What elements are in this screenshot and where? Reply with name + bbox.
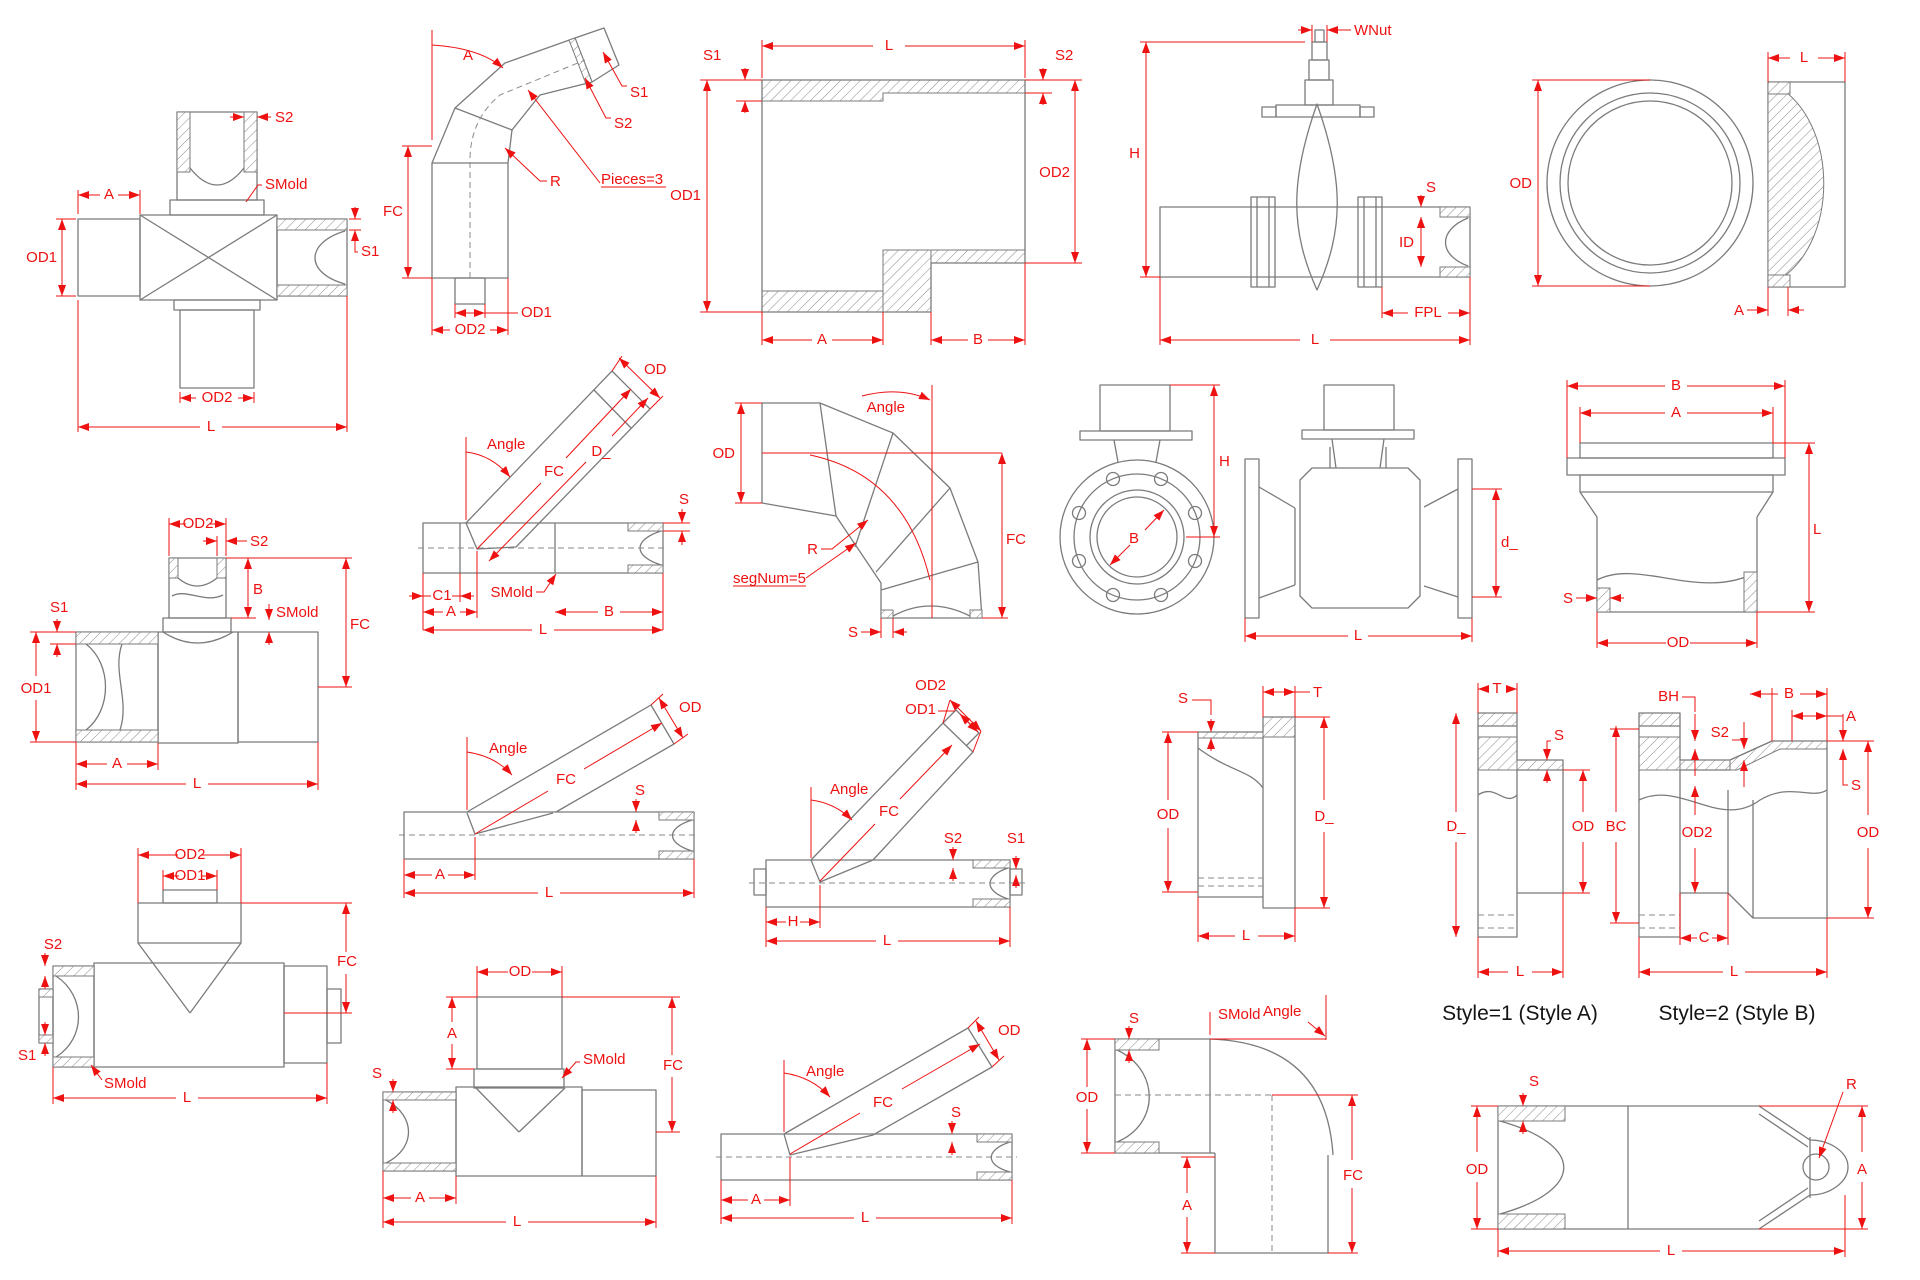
label-lateral-plain-l: L xyxy=(860,1209,870,1226)
wye-geometry xyxy=(418,371,668,573)
label-end-cap-lug-od: OD xyxy=(1465,1161,1489,1178)
label-elbow-90-fc: FC xyxy=(1343,1167,1363,1184)
cross-geometry xyxy=(78,112,347,388)
label-reducing-tee-fc: FC xyxy=(350,616,370,633)
label-elbow-90-a: A xyxy=(1181,1197,1193,1214)
label-elbow-spigot-fc: FC xyxy=(383,203,403,220)
label-tee-socket-fc: FC xyxy=(663,1057,683,1074)
label-cap-od: OD xyxy=(1509,175,1532,192)
label-tee-spigot-smold: SMold xyxy=(104,1075,147,1092)
label-cross-a: A xyxy=(103,186,115,203)
label-reducer-od1: OD1 xyxy=(670,187,701,204)
label-flange-style-b-a: A xyxy=(1846,708,1857,725)
figure-segmented-elbow xyxy=(713,385,1027,641)
lateral-plain-geometry xyxy=(716,1028,1017,1180)
label-elbow-spigot-pieces: Pieces=3 xyxy=(601,171,664,188)
label-reducer-s2: S2 xyxy=(1055,47,1074,64)
flange-style-a-geometry xyxy=(1478,713,1563,937)
label-tee-spigot-s2: S2 xyxy=(43,936,63,953)
label-flange-style-b-od2: OD2 xyxy=(1681,824,1713,841)
label-flange-style-b-c: C xyxy=(1698,929,1710,946)
figure-tee-socket xyxy=(372,963,683,1230)
label-lateral-plain-angle: Angle xyxy=(806,1063,845,1080)
label-reducing-tee-smold: SMold xyxy=(276,604,319,621)
figure-flange-style-a xyxy=(1442,680,1598,1025)
label-reducer-a: A xyxy=(816,331,828,348)
label-wye-d: D_ xyxy=(591,443,611,460)
label-cross-s2: S2 xyxy=(275,109,294,126)
label-flange-style-a-od: OD xyxy=(1571,818,1595,835)
label-lateral-plain-s: S xyxy=(950,1104,962,1121)
figure-wye xyxy=(409,356,690,638)
label-end-cap-lug-l: L xyxy=(1666,1242,1676,1259)
figure-flanged-valve xyxy=(1060,385,1518,644)
label-end-cap-lug-a: A xyxy=(1856,1161,1868,1178)
flange-style-b-caption: Style=2 (Style B) xyxy=(1658,1002,1816,1025)
label-reducing-tee-od1: OD1 xyxy=(20,680,52,697)
label-flange-style-b-bh: BH xyxy=(1658,688,1679,705)
label-spigot-adapter-od: OD xyxy=(1666,634,1690,651)
label-flange-style-b-b: B xyxy=(1783,685,1795,702)
flange-style-a-dimensions xyxy=(1442,680,1598,1025)
figure-stub-end xyxy=(1157,684,1334,944)
tee-spigot-geometry xyxy=(39,890,341,1067)
stub-end-dimensions xyxy=(1157,684,1334,944)
figure-elbow-90 xyxy=(1076,995,1363,1253)
label-lateral-socket-angle: Angle xyxy=(489,740,528,757)
label-cross-od2: OD2 xyxy=(201,389,233,406)
cross-dimensions xyxy=(26,109,379,435)
wye-dimensions xyxy=(409,356,690,638)
label-lateral-plain-od: OD xyxy=(998,1022,1021,1039)
label-stub-end-s: S xyxy=(1178,690,1189,707)
flanged-valve-dimensions xyxy=(1110,385,1518,644)
figure-end-cap-lug xyxy=(1466,1073,1868,1259)
label-tee-socket-a-branch: A xyxy=(446,1025,458,1042)
label-lateral-socket-a: A xyxy=(434,866,446,883)
label-reducing-tee-a: A xyxy=(111,755,123,772)
label-lateral-socket-s: S xyxy=(634,782,646,799)
label-wye-c1: C1 xyxy=(432,587,452,604)
label-tee-spigot-l: L xyxy=(182,1089,192,1106)
label-stub-end-od: OD xyxy=(1156,806,1180,823)
label-lateral-spigot-s2: S2 xyxy=(943,830,963,847)
elbow-90-dimensions xyxy=(1076,995,1363,1253)
label-elbow-90-smold: SMold xyxy=(1218,1006,1261,1023)
label-tee-spigot-od2: OD2 xyxy=(174,846,206,863)
label-lateral-plain-fc: FC xyxy=(873,1094,893,1111)
label-lateral-spigot-od1: OD1 xyxy=(905,701,936,718)
figure-tee-spigot xyxy=(18,846,357,1106)
label-segmented-elbow-s: S xyxy=(847,624,858,641)
label-elbow-90-angle: Angle xyxy=(1263,1003,1302,1020)
tee-socket-geometry xyxy=(383,997,656,1176)
flange-style-b-dimensions xyxy=(1606,685,1880,1025)
figure-lateral-spigot xyxy=(749,677,1027,949)
flanged-valve-geometry xyxy=(1060,385,1472,618)
label-flange-style-b-bc: BC xyxy=(1605,818,1627,835)
figure-flange-style-b xyxy=(1606,685,1880,1025)
figure-lateral-plain xyxy=(716,1017,1021,1226)
label-wye-fc: FC xyxy=(544,463,564,480)
label-lateral-socket-l: L xyxy=(544,884,554,901)
label-gate-valve-wnut: WNut xyxy=(1354,22,1392,39)
label-gate-valve-id: ID xyxy=(1399,234,1414,251)
label-tee-socket-s: S xyxy=(372,1065,383,1082)
figure-cross xyxy=(26,109,379,435)
label-stub-end-l: L xyxy=(1241,927,1251,944)
label-reducer-od2: OD2 xyxy=(1039,164,1070,181)
cap-geometry xyxy=(1547,80,1845,287)
label-spigot-adapter-b: B xyxy=(1670,377,1682,394)
label-lateral-spigot-l: L xyxy=(882,932,892,949)
label-tee-socket-l: L xyxy=(512,1213,522,1230)
label-flange-style-b-od: OD xyxy=(1856,824,1880,841)
label-flange-style-a-l: L xyxy=(1515,963,1525,980)
label-cap-a: A xyxy=(1733,302,1744,319)
label-gate-valve-h: H xyxy=(1129,145,1140,162)
label-reducing-tee-b: B xyxy=(253,581,264,598)
lateral-spigot-dimensions xyxy=(766,677,1025,949)
label-tee-socket-a-run: A xyxy=(414,1189,426,1206)
label-flange-style-b-l: L xyxy=(1729,963,1739,980)
flange-style-a-caption: Style=1 (Style A) xyxy=(1442,1002,1598,1025)
label-gate-valve-l: L xyxy=(1310,331,1320,348)
spigot-adapter-geometry xyxy=(1567,443,1785,612)
label-elbow-spigot-od1: OD1 xyxy=(521,304,552,321)
label-segmented-elbow-angle: Angle xyxy=(866,399,905,416)
figure-lateral-socket xyxy=(399,694,702,901)
label-stub-end-d: D_ xyxy=(1314,808,1334,825)
end-cap-lug-dimensions xyxy=(1466,1073,1868,1259)
label-elbow-spigot-od2: OD2 xyxy=(454,321,486,338)
flange-style-b-geometry xyxy=(1639,713,1827,937)
figure-gate-valve xyxy=(1129,22,1470,348)
label-lateral-socket-fc: FC xyxy=(556,771,576,788)
label-reducing-tee-l: L xyxy=(192,775,202,792)
elbow-spigot-geometry xyxy=(432,28,619,304)
label-cross-smold: SMold xyxy=(265,176,308,193)
figure-reducer xyxy=(670,37,1082,348)
label-lateral-spigot-angle: Angle xyxy=(830,781,869,798)
label-wye-od: OD xyxy=(644,361,667,378)
figure-cap xyxy=(1510,49,1846,319)
reducer-geometry xyxy=(762,80,1025,312)
label-tee-socket-od: OD xyxy=(508,963,532,980)
label-lateral-spigot-h: H xyxy=(787,913,799,930)
label-wye-a: A xyxy=(445,603,457,620)
label-wye-l: L xyxy=(538,621,548,638)
label-elbow-90-s: S xyxy=(1128,1010,1140,1027)
label-flange-style-b-s: S xyxy=(1851,777,1862,794)
figure-spigot-adapter xyxy=(1563,377,1821,651)
label-wye-b: B xyxy=(603,603,615,620)
lateral-plain-dimensions xyxy=(721,1017,1021,1226)
label-cross-od1: OD1 xyxy=(26,249,57,266)
label-spigot-adapter-l: L xyxy=(1813,521,1822,538)
label-flanged-valve-b: B xyxy=(1128,530,1140,547)
label-segmented-elbow-segnum: segNum=5 xyxy=(733,570,806,587)
label-gate-valve-s: S xyxy=(1426,179,1437,196)
figure-reducing-tee xyxy=(21,515,371,792)
label-end-cap-lug-s: S xyxy=(1528,1073,1540,1090)
label-reducer-b: B xyxy=(972,331,984,348)
label-gate-valve-fpl: FPL xyxy=(1414,304,1442,321)
label-cross-s1: S1 xyxy=(361,243,380,260)
label-end-cap-lug-r: R xyxy=(1846,1076,1857,1093)
stub-end-geometry xyxy=(1198,717,1295,908)
end-cap-lug-geometry xyxy=(1498,1106,1848,1229)
label-segmented-elbow-fc: FC xyxy=(1006,531,1026,548)
label-wye-angle: Angle xyxy=(487,436,526,453)
lateral-socket-dimensions xyxy=(404,694,702,901)
label-segmented-elbow-od: OD xyxy=(712,445,735,462)
label-elbow-spigot-r: R xyxy=(550,173,561,190)
label-reducer-s1: S1 xyxy=(703,47,722,64)
label-wye-smold: SMold xyxy=(490,584,533,601)
label-cross-l: L xyxy=(206,418,216,435)
label-elbow-spigot-a: A xyxy=(463,47,474,64)
label-lateral-socket-od: OD xyxy=(679,699,702,716)
figure-elbow-spigot xyxy=(383,28,666,338)
label-flange-style-a-s: S xyxy=(1554,727,1565,744)
gate-valve-dimensions xyxy=(1129,22,1470,348)
label-flange-style-b-s2: S2 xyxy=(1710,724,1729,741)
elbow-90-geometry xyxy=(1115,1039,1333,1253)
label-flange-style-a-d: D_ xyxy=(1446,818,1466,835)
elbow-spigot-dimensions xyxy=(383,30,666,338)
label-lateral-spigot-od2: OD2 xyxy=(915,677,946,694)
gate-valve-geometry xyxy=(1160,30,1470,290)
label-elbow-spigot-s2: S2 xyxy=(614,115,633,132)
label-wye-s: S xyxy=(679,491,690,508)
label-tee-spigot-od1: OD1 xyxy=(174,867,206,884)
label-tee-spigot-fc: FC xyxy=(337,953,357,970)
label-reducing-tee-s2: S2 xyxy=(250,533,269,550)
label-spigot-adapter-s: S xyxy=(1562,590,1573,607)
label-tee-spigot-s1: S1 xyxy=(18,1047,37,1064)
label-lateral-spigot-s1: S1 xyxy=(1006,830,1026,847)
label-flange-style-a-t: T xyxy=(1492,680,1502,697)
label-lateral-spigot-fc: FC xyxy=(879,803,899,820)
reducing-tee-geometry xyxy=(76,558,318,743)
label-flanged-valve-l: L xyxy=(1353,627,1363,644)
label-flanged-valve-h: H xyxy=(1219,453,1230,470)
label-segmented-elbow-r: R xyxy=(807,541,818,558)
label-stub-end-t: T xyxy=(1313,684,1323,701)
label-lateral-plain-a: A xyxy=(750,1191,762,1208)
label-tee-socket-smold: SMold xyxy=(583,1051,626,1068)
label-elbow-90-od: OD xyxy=(1075,1089,1099,1106)
label-reducing-tee-od2: OD2 xyxy=(182,515,214,532)
label-reducer-l: L xyxy=(884,37,894,54)
label-spigot-adapter-a: A xyxy=(1670,404,1682,421)
label-reducing-tee-s1: S1 xyxy=(50,599,69,616)
label-cap-l: L xyxy=(1799,49,1809,66)
label-elbow-spigot-s1: S1 xyxy=(630,84,649,101)
label-flanged-valve-d: d_ xyxy=(1501,534,1518,551)
